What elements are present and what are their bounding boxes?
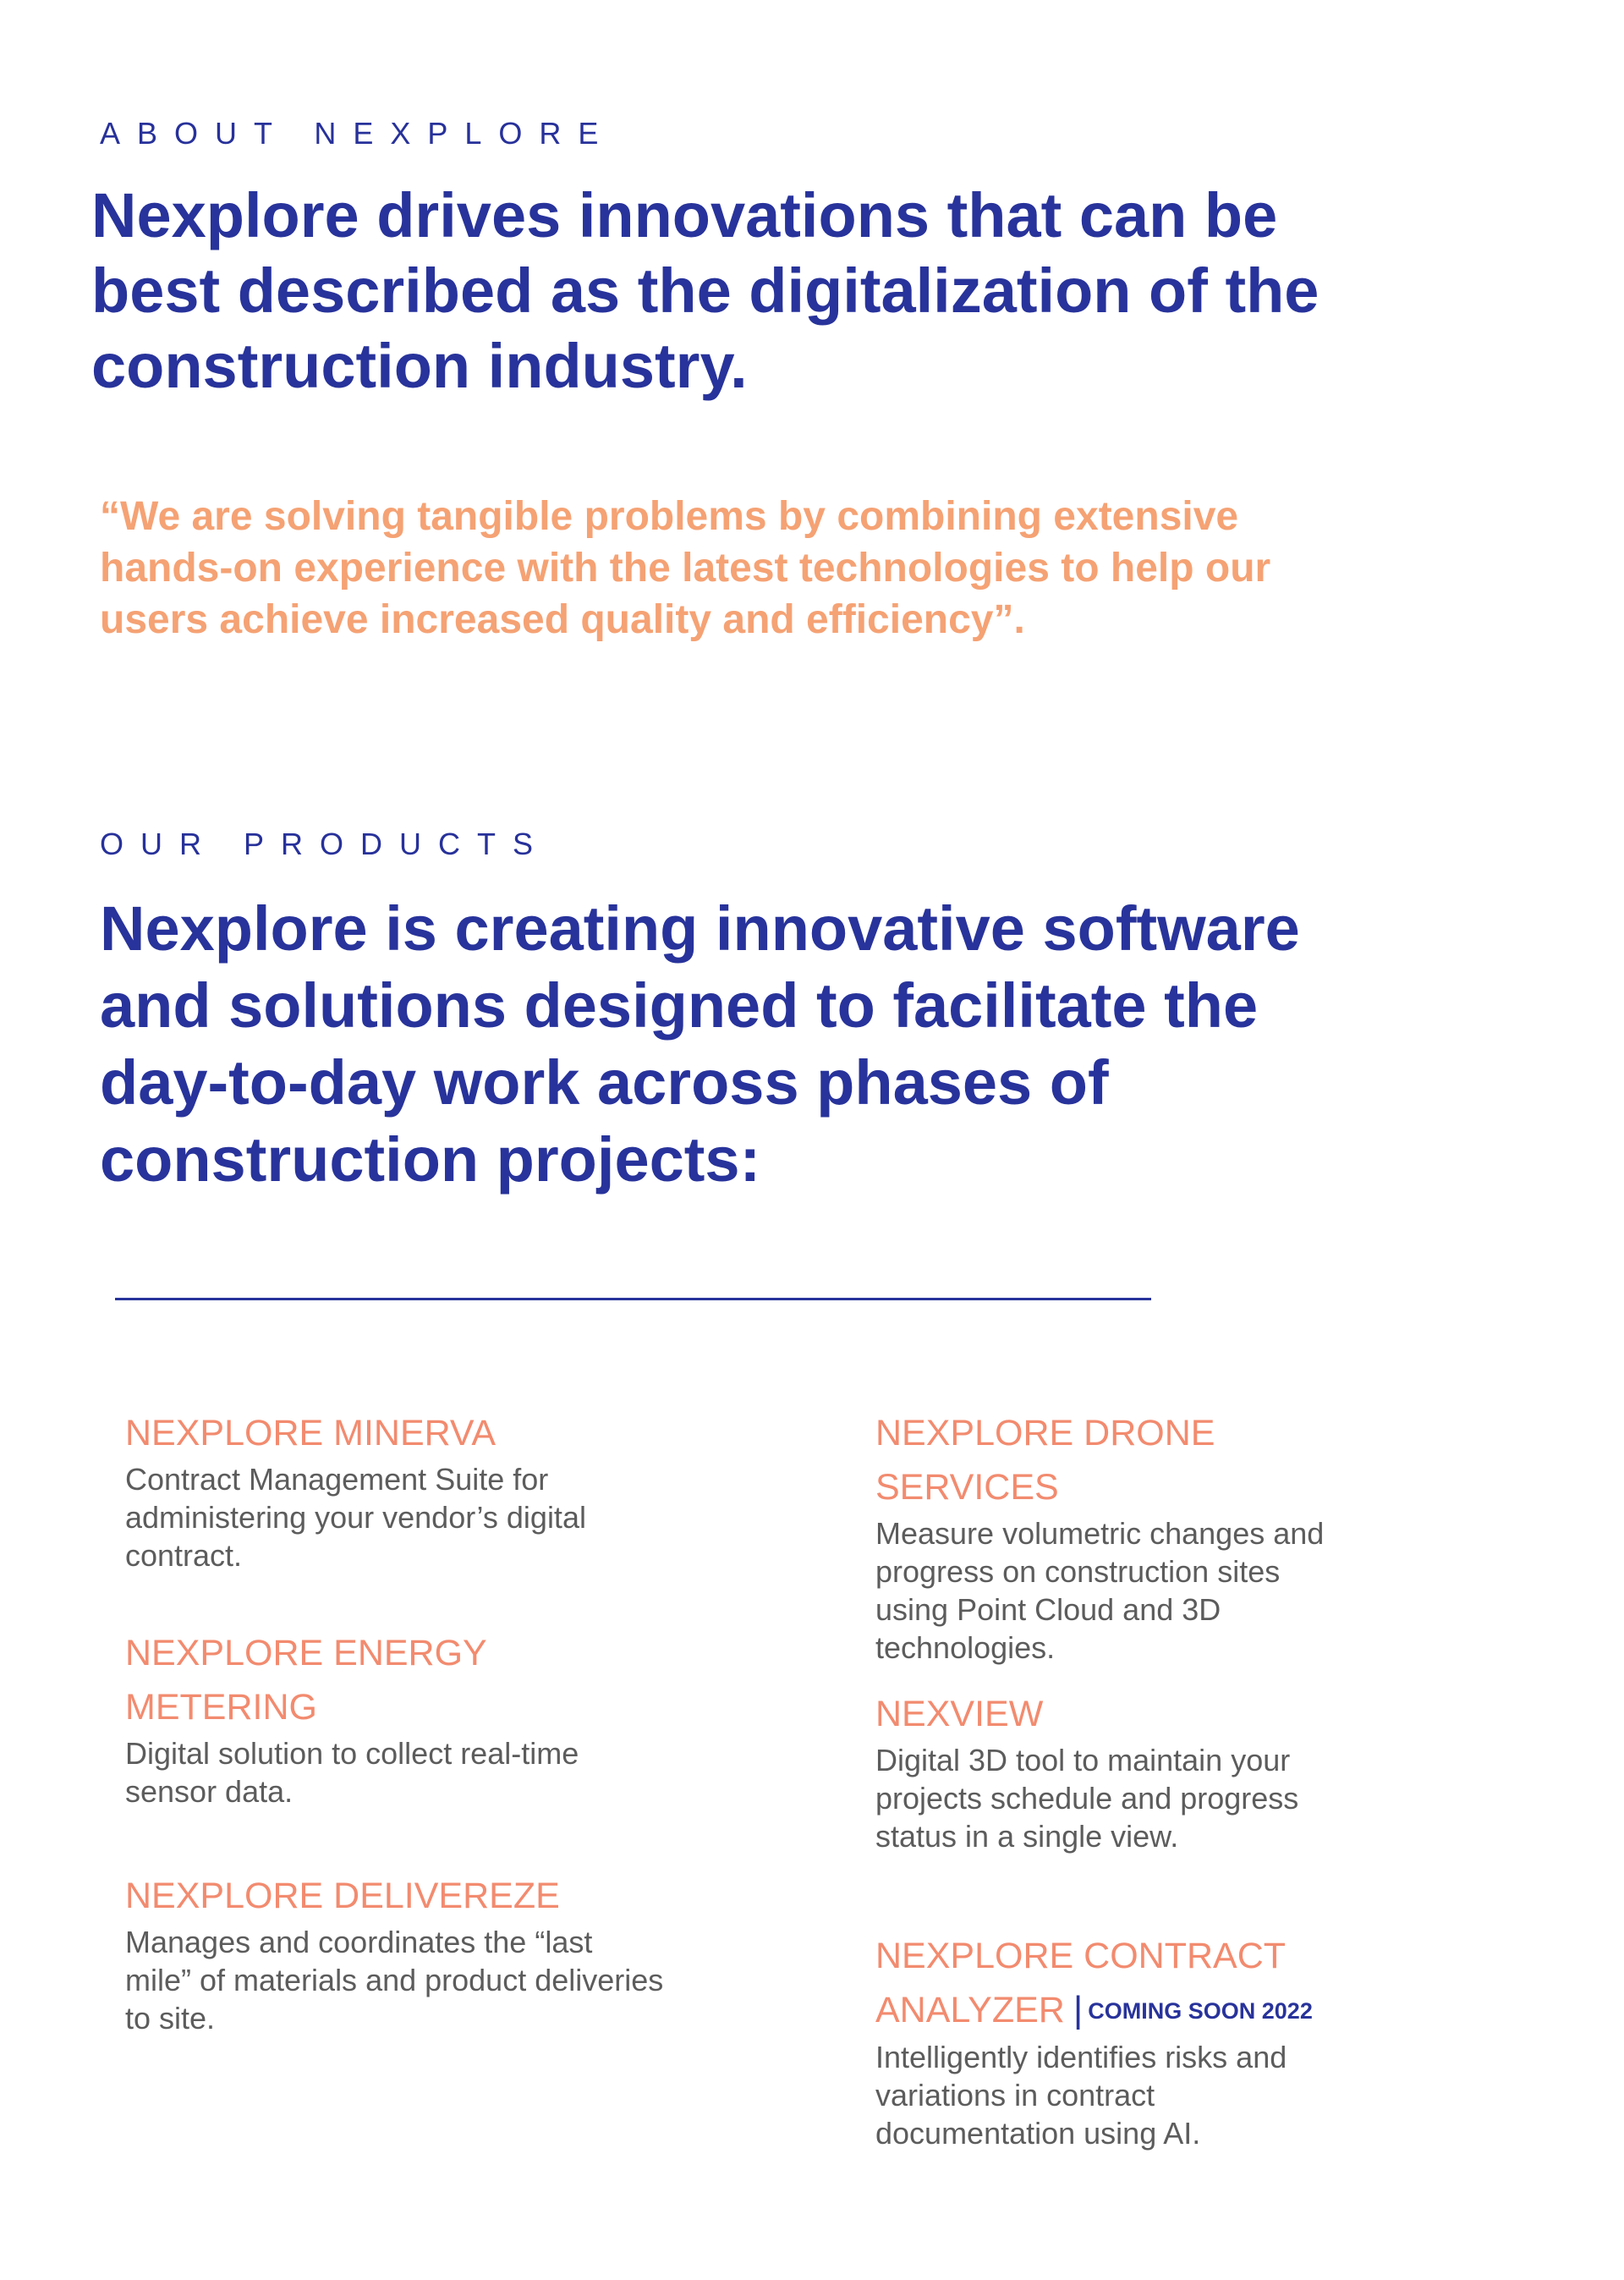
product-title: NEXPLORE DELIVEREZE (125, 1876, 560, 1916)
product-delivereze (125, 1869, 667, 2037)
product-description: Digital solution to collect real-time sensor data. (125, 1736, 579, 1809)
product-description: Digital 3D tool to maintain your projects schedule and progress status in a single view. (875, 1743, 1299, 1854)
product-energy-metering (125, 1626, 667, 1810)
section-divider (115, 1298, 1151, 1300)
products-eyebrow: OUR PRODUCTS (100, 827, 551, 861)
about-quote: “We are solving tangible problems by combining extensive hands-on experience with the latest technologies to help our users achieve increased quality and efficiency”. (100, 494, 1271, 642)
product-minerva (125, 1406, 667, 1574)
product-description: Manages and coordinates the “last mile” of materials and product deliveries to site. (125, 1925, 664, 2036)
about-eyebrow: ABOUT NEXPLORE (100, 116, 616, 151)
product-title-line-1: NEXPLORE CONTRACT (875, 1936, 1287, 1976)
product-title: NEXVIEW (875, 1694, 1044, 1734)
product-title-line-2 (875, 1983, 1468, 2038)
product-title-analyzer: ANALYZER (875, 1990, 1065, 2030)
about-headline: Nexplore drives innovations that can be best described as the digitalization of the construction industry. (91, 180, 1320, 401)
badge-separator: | (1073, 1989, 1084, 2030)
product-title: NEXPLORE DRONE SERVICES (875, 1413, 1215, 1508)
product-title: NEXPLORE ENERGY METERING (125, 1633, 486, 1728)
products-headline: Nexplore is creating innovative software and solutions designed to facilitate the day-to-day work across phases of construction projects: (100, 893, 1300, 1195)
product-title: NEXPLORE MINERVA (125, 1413, 497, 1453)
product-description: Intelligently identifies risks and variations in contract documentation using AI. (875, 2040, 1287, 2151)
product-contract-analyzer (875, 1929, 1468, 2152)
coming-soon-badge: COMING SOON 2022 (1088, 1998, 1313, 2024)
product-description: Measure volumetric changes and progress on construction sites using Point Cloud and 3D technologies. (875, 1516, 1325, 1665)
product-drone-services (875, 1406, 1417, 1667)
product-description: Contract Management Suite for administering your vendor’s digital contract. (125, 1462, 586, 1573)
product-nexview (875, 1687, 1417, 1855)
